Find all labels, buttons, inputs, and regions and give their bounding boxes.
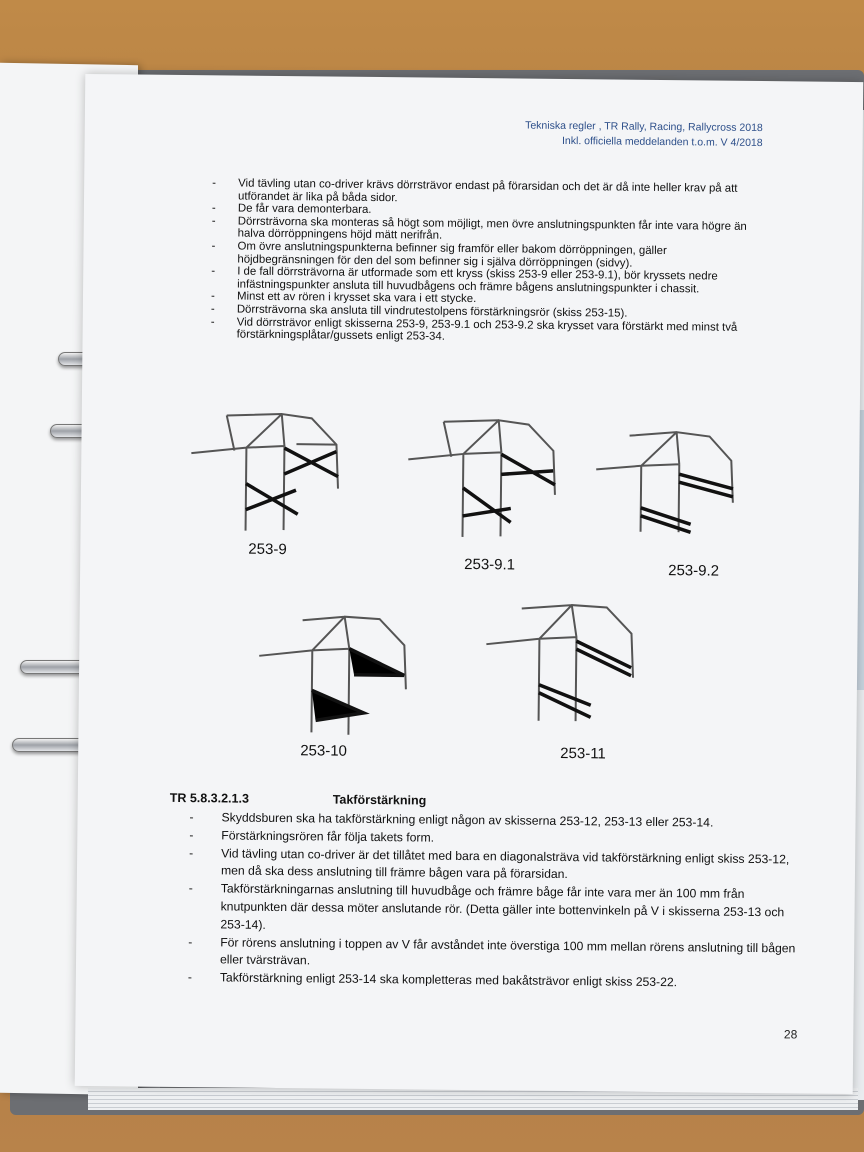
header-line-1: Tekniska regler , TR Rally, Racing, Rallycross 2018: [525, 119, 763, 135]
list-item: - I de fall dörrsträvorna är utformade som ett kryss (skiss 253-9 eller 253-9.1), bör kryssets nedre infästningspunkter ansluta till huvudbågens och främre bågens anslutningspunkter i chassit.: [211, 265, 718, 296]
roll-cage-figure-253-10: [253, 604, 414, 741]
page-number: 28: [783, 1027, 798, 1042]
list-item: - De får vara demonterbara.: [211, 202, 372, 217]
list-item: - Takförstärkningarnas anslutning till huvudbåge och främre båge får inte vara mer än 100 mm från knutpunkten där dessa möter anslutande rör. (Detta gäller inte bottenvinkeln på V i skisserna 253-13 och 253-14).: [188, 881, 785, 932]
roll-cage-figure-253-11: [481, 592, 642, 729]
figure-label-253-9: 253-9: [248, 540, 287, 559]
list-item: - Minst ett av rören i krysset ska vara i ett stycke.: [210, 290, 477, 306]
section-bullet-list: [188, 809, 800, 993]
list-item: - Vid tävling utan co-driver är det tillåtet med bara en diagonalsträva vid takförstärkning enligt skiss 253-12, men då ska dess anslutning till främre bågen vara på förarsidan.: [189, 845, 790, 882]
list-item: - Vid dörrsträvor enligt skisserna 253-9, 253-9.1 och 253-9.2 ska krysset vara förstärkt med minst två förstärkningsplåtar/gussets enligt 253-34.: [210, 315, 738, 343]
section-number: TR 5.8.3.2.1.3: [169, 790, 250, 806]
list-item: - Takförstärkning enligt 253-14 ska kompletteras med bakåtsträvor enligt skiss 253-22.: [187, 970, 678, 990]
figure-label-253-11: 253-11: [560, 744, 606, 763]
figure-label-253-10: 253-10: [300, 742, 348, 760]
page-header: [525, 119, 763, 151]
list-item: - Om övre anslutningspunkterna befinner sig framför eller bakom dörröppningen, gäller höjdbegränsningen för den del som befinner sig i själva dörröppningen (sidvy).: [211, 240, 667, 270]
roll-cage-figure-253-9.1: [402, 411, 563, 543]
figure-label-253-9.1: 253-9.1: [464, 555, 516, 574]
list-item: - Skyddsburen ska ha takförstärkning enligt någon av skisserna 253-12, 253-13 eller 253-14.: [189, 810, 714, 830]
list-item: - Vid tävling utan co-driver krävs dörrsträvor endast på förarsidan och det är då inte heller krav på att utförandet är lika på båda sidor.: [212, 177, 738, 204]
header-line-2: Inkl. officiella meddelanden t.o.m. V 4/2018: [561, 134, 763, 150]
figure-label-253-9.2: 253-9.2: [668, 562, 720, 580]
list-item: - Dörrsträvorna ska monteras så högt som möjligt, men övre anslutningspunkten får inte vara högre än halva dörröppningens höjd mätt nerifrån.: [211, 215, 747, 243]
intro-bullet-list: [211, 177, 753, 346]
document-page: [75, 74, 864, 1094]
list-item: - Förstärkningsrören får följa takets form.: [189, 827, 435, 845]
list-item: - För rörens anslutning i toppen av V får avståndet inte överstiga 100 mm mellan rörens anslutning till bågen eller tvärsträvan.: [188, 934, 796, 968]
section-title: Takförstärkning: [332, 792, 427, 808]
roll-cage-figure-253-9: [185, 405, 346, 537]
list-item: - Dörrsträvorna ska ansluta till vindrutestolpens förstärkningsrör (skiss 253-15).: [210, 303, 628, 320]
roll-cage-figure-253-9.2: [590, 421, 751, 543]
